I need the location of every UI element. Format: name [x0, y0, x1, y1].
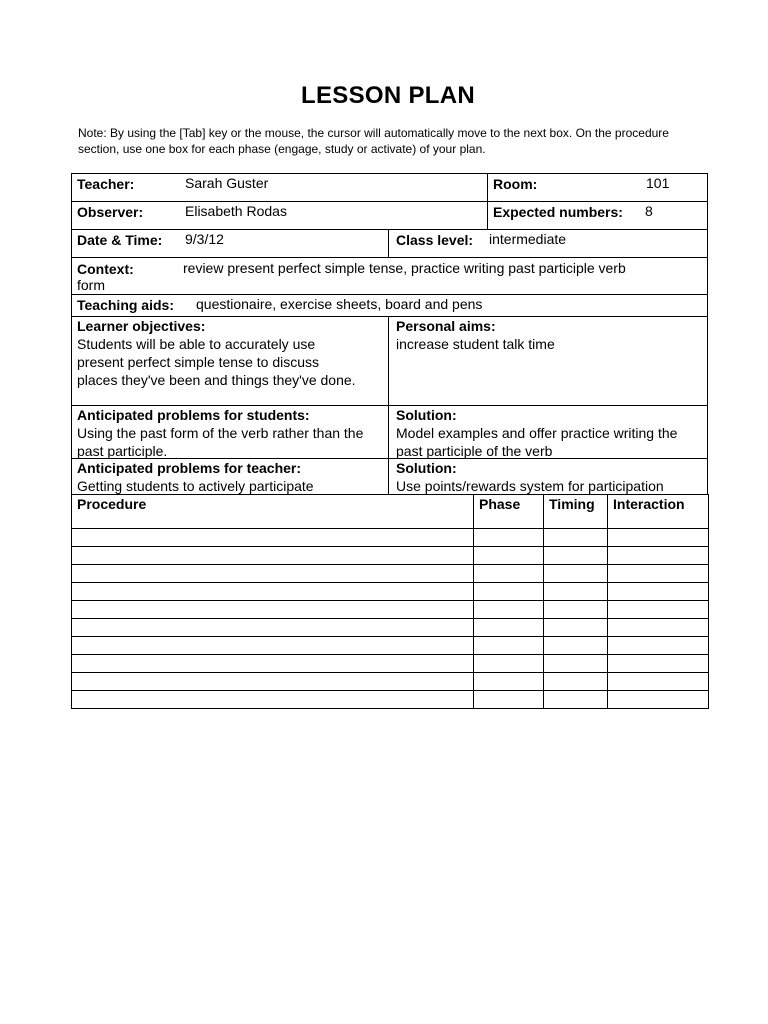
teaching-aids-label: Teaching aids: — [77, 297, 174, 313]
procedure-row — [72, 547, 709, 565]
timing-cell[interactable] — [544, 673, 608, 691]
expected-row — [487, 201, 708, 230]
context-label: Context: — [77, 261, 134, 277]
timing-cell[interactable] — [544, 601, 608, 619]
procedure-row — [72, 565, 709, 583]
teaching-aids-row — [71, 294, 708, 317]
solution-students-label: Solution: — [396, 407, 457, 423]
interaction-cell[interactable] — [608, 529, 709, 547]
phase-cell[interactable] — [474, 619, 544, 637]
procedure-row — [72, 691, 709, 709]
procedure-row — [72, 529, 709, 547]
procedure-cell[interactable] — [72, 547, 474, 565]
phase-cell[interactable] — [474, 655, 544, 673]
phase-cell[interactable] — [474, 529, 544, 547]
timing-cell[interactable] — [544, 583, 608, 601]
procedure-cell[interactable] — [72, 529, 474, 547]
learner-objectives-label: Learner objectives: — [77, 318, 206, 334]
problems-students-label: Anticipated problems for students: — [77, 407, 310, 423]
teaching-aids-field[interactable]: questionaire, exercise sheets, board and pens — [196, 296, 483, 312]
instruction-note: Note: By using the [Tab] key or the mouse, the cursor will automatically move to the next box. On the procedure section, use one box for each phase (engage, study or activate) of your plan. — [78, 126, 669, 156]
procedure-row — [72, 655, 709, 673]
problems-teacher-cell — [71, 458, 389, 495]
procedure-cell[interactable] — [72, 655, 474, 673]
problems-teacher-label: Anticipated problems for teacher: — [77, 460, 302, 476]
context-field-continued[interactable]: form — [77, 277, 105, 293]
procedure-cell[interactable] — [72, 601, 474, 619]
phase-cell[interactable] — [474, 547, 544, 565]
procedure-row — [72, 601, 709, 619]
learner-objectives-field[interactable]: Students will be able to accurately use present perfect simple tense to discuss places they've been and things they've done. — [77, 336, 356, 388]
timing-cell[interactable] — [544, 619, 608, 637]
expected-field[interactable]: 8 — [645, 203, 653, 219]
phase-cell[interactable] — [474, 673, 544, 691]
date-row — [71, 229, 389, 258]
procedure-row — [72, 637, 709, 655]
problems-students-field[interactable]: Using the past form of the verb rather than the past participle. — [77, 425, 364, 459]
class-level-row — [388, 229, 708, 258]
personal-aims-label: Personal aims: — [396, 318, 496, 334]
personal-aims-field[interactable]: increase student talk time — [396, 336, 555, 352]
solution-teacher-field[interactable]: Use points/rewards system for participation — [396, 478, 664, 494]
phase-cell[interactable] — [474, 583, 544, 601]
phase-header: Phase — [474, 495, 544, 529]
teacher-field[interactable]: Sarah Guster — [185, 175, 269, 191]
context-field[interactable]: review present perfect simple tense, practice writing past participle verb — [183, 260, 626, 276]
interaction-cell[interactable] — [608, 547, 709, 565]
room-row — [487, 173, 708, 202]
expected-label: Expected numbers: — [493, 204, 623, 220]
interaction-cell[interactable] — [608, 583, 709, 601]
procedure-cell[interactable] — [72, 691, 474, 709]
date-label: Date & Time: — [77, 232, 163, 248]
procedure-table — [71, 494, 709, 709]
solution-students-cell — [388, 405, 708, 459]
interaction-cell[interactable] — [608, 673, 709, 691]
date-field[interactable]: 9/3/12 — [185, 231, 224, 247]
learner-objectives-cell — [71, 316, 389, 406]
timing-cell[interactable] — [544, 529, 608, 547]
interaction-header: Interaction — [608, 495, 709, 529]
timing-header: Timing — [544, 495, 608, 529]
teacher-label: Teacher: — [77, 176, 135, 192]
procedure-row — [72, 583, 709, 601]
timing-cell[interactable] — [544, 691, 608, 709]
procedure-header: Procedure — [72, 495, 474, 529]
procedure-row — [72, 673, 709, 691]
procedure-cell[interactable] — [72, 673, 474, 691]
interaction-cell[interactable] — [608, 637, 709, 655]
problems-students-cell — [71, 405, 389, 459]
procedure-cell[interactable] — [72, 619, 474, 637]
room-label: Room: — [493, 176, 538, 192]
procedure-cell[interactable] — [72, 565, 474, 583]
interaction-cell[interactable] — [608, 601, 709, 619]
timing-cell[interactable] — [544, 655, 608, 673]
context-row — [71, 257, 708, 295]
observer-row — [71, 201, 488, 230]
phase-cell[interactable] — [474, 637, 544, 655]
problems-teacher-field[interactable]: Getting students to actively participate — [77, 478, 314, 494]
phase-cell[interactable] — [474, 601, 544, 619]
solution-students-field[interactable]: Model examples and offer practice writing the past participle of the verb — [396, 425, 678, 459]
observer-field[interactable]: Elisabeth Rodas — [185, 203, 287, 219]
phase-cell[interactable] — [474, 565, 544, 583]
procedure-cell[interactable] — [72, 637, 474, 655]
procedure-header-row — [72, 495, 709, 529]
interaction-cell[interactable] — [608, 691, 709, 709]
page-title: LESSON PLAN — [301, 82, 475, 109]
solution-teacher-label: Solution: — [396, 460, 457, 476]
procedure-row — [72, 619, 709, 637]
interaction-cell[interactable] — [608, 565, 709, 583]
procedure-cell[interactable] — [72, 583, 474, 601]
observer-label: Observer: — [77, 204, 144, 220]
interaction-cell[interactable] — [608, 619, 709, 637]
phase-cell[interactable] — [474, 691, 544, 709]
timing-cell[interactable] — [544, 547, 608, 565]
teacher-row — [71, 173, 488, 202]
timing-cell[interactable] — [544, 565, 608, 583]
personal-aims-cell — [388, 316, 708, 406]
class-level-field[interactable]: intermediate — [489, 231, 567, 247]
room-field[interactable]: 101 — [646, 175, 670, 191]
solution-teacher-cell — [388, 458, 708, 495]
class-level-label: Class level: — [396, 232, 474, 248]
interaction-cell[interactable] — [608, 655, 709, 673]
timing-cell[interactable] — [544, 637, 608, 655]
lesson-info-form — [71, 173, 708, 495]
